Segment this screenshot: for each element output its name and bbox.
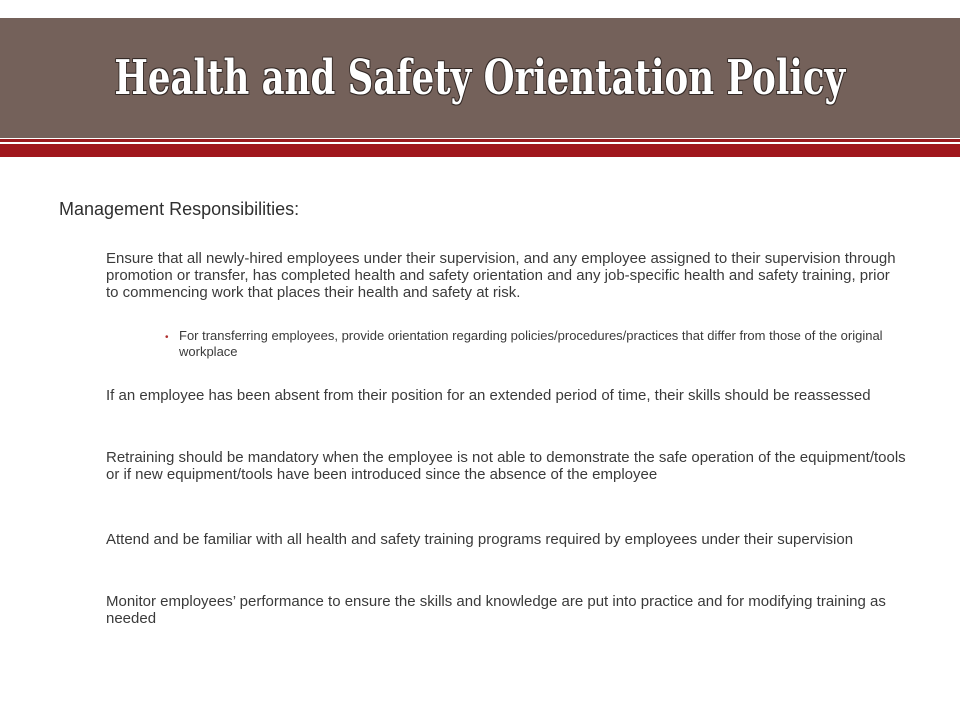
bullet-icon: • (165, 332, 169, 343)
slide-title: Health and Safety Orientation Policy (114, 50, 846, 106)
list-item: If an employee has been absent from their position for an extended period of time, their skills should be reassessed (106, 387, 871, 404)
title-rule-thick (0, 144, 960, 157)
list-item: Monitor employees’ performance to ensure the skills and knowledge are put into practice and for modifying training as needed (106, 593, 886, 627)
list-item: Attend and be familiar with all health and safety training programs required by employees under their supervision (106, 531, 854, 548)
section-heading: Management Responsibilities: (59, 199, 300, 219)
title-bar (0, 18, 960, 138)
list-item: Ensure that all newly-hired employees under their supervision, and any employee assigned to their supervision through promotion or transfer, has completed health and safety orientation and any job-specific health and safety training, prior to commencing work that places their health and safety at risk. (106, 250, 896, 301)
list-item: Retraining should be mandatory when the employee is not able to demonstrate the safe operation of the equipment/tools or if new equipment/tools have been introduced since the absence of the employee (106, 449, 906, 483)
title-rule-thin (0, 139, 960, 142)
sub-list-item: For transferring employees, provide orientation regarding policies/procedures/practices that differ from those of the original workplace (179, 328, 883, 359)
